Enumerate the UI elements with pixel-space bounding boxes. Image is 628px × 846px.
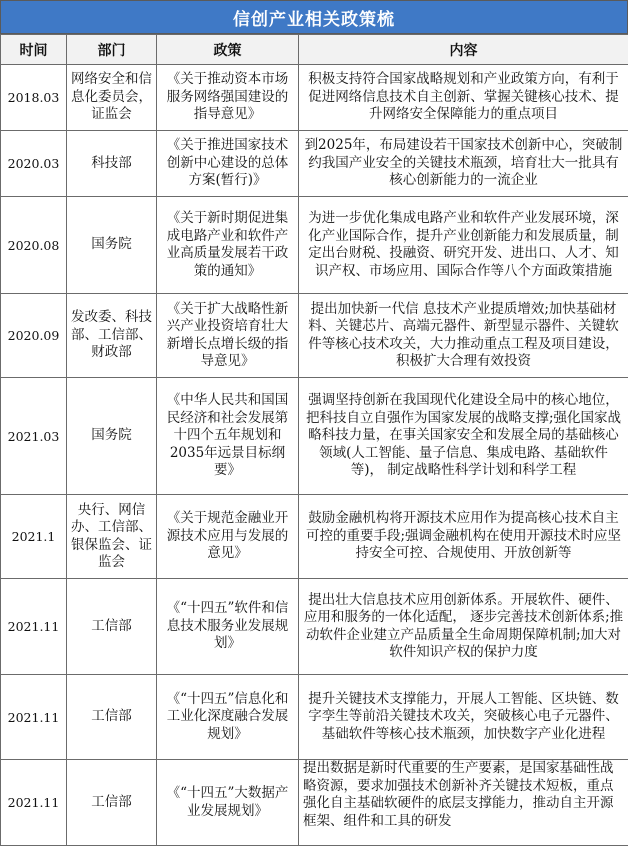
row-time: 2021.11	[1, 579, 67, 675]
table-row	[1, 65, 628, 131]
row-policy: 《中华人民共和国国民经济和社会发展第十四个五年规划和2035年远景目标纲要》	[157, 378, 299, 495]
row-content: 提升关键技术支撑能力，开展人工智能、区块链、数字孪生等前沿关键技术攻关，突破核心电子元器件、基础软件等核心技术瓶颈，加快数字产业化进程	[299, 675, 628, 760]
header-policy: 政策	[157, 35, 299, 65]
row-content: 到2025年，布局建设若干国家技术创新中心，突破制约我国产业安全的关键技术瓶颈，培育壮大一批具有核心创新能力的一流企业	[299, 131, 628, 197]
row-time: 2020.08	[1, 197, 67, 294]
row-dept: 央行、网信办、工信部、银保监会、证监会	[67, 495, 157, 579]
row-policy: 《关于规范金融业开源技术应用与发展的意见》	[157, 495, 299, 579]
row-time: 2021.11	[1, 760, 67, 846]
row-content: 提出壮大信息技术应用创新体系。开展软件、硬件、应用和服务的一体化适配， 逐步完善技术创新体系;推动软件企业建立产品质量全生命周期保障机制;加大对软件知识产权的保护力度	[299, 579, 628, 675]
row-dept: 发改委、科技部、工信部、财政部	[67, 294, 157, 378]
table-row	[1, 579, 628, 675]
row-content: 积极支持符合国家战略规划和产业政策方向，有利于促进网络信息技术自主创新、掌握关键核心技术、提升网络安全保障能力的重点项目	[299, 65, 628, 131]
row-content: 提出数据是新时代重要的生产要素，是国家基础性战略资源，要求加强技术创新补齐关键技术短板，重点强化自主基础软硬件的底层支撑能力，推动自主开源框架、组件和工具的研发	[299, 760, 628, 846]
row-policy: 《关于推进国家技术创新中心建设的总体方案(暂行)》	[157, 131, 299, 197]
table-row	[1, 378, 628, 495]
row-dept: 工信部	[67, 579, 157, 675]
row-dept: 工信部	[67, 675, 157, 760]
table-row	[1, 760, 628, 846]
row-content: 强调坚持创新在我国现代化建设全局中的核心地位，把科技自立自强作为国家发展的战略支撑;强化国家战略科技力量，在事关国家安全和发展全局的基础核心领域(人工智能、量子信息、集成电路、基础软件等)， 制定战略性科学计划和科学工程	[299, 378, 628, 495]
row-time: 2021.11	[1, 675, 67, 760]
table-row	[1, 675, 628, 760]
header-row	[1, 35, 628, 65]
row-time: 2018.03	[1, 65, 67, 131]
row-policy: 《关于新时期促进集成电路产业和软件产业高质量发展若干政策的通知》	[157, 197, 299, 294]
table-row	[1, 131, 628, 197]
row-policy: 《关于扩大战略性新兴产业投资培育壮大新增长点增长级的指导意见》	[157, 294, 299, 378]
row-dept: 国务院	[67, 378, 157, 495]
table-row	[1, 197, 628, 294]
row-dept: 工信部	[67, 760, 157, 846]
row-time: 2021.03	[1, 378, 67, 495]
row-content: 提出加快新一代信 息技术产业提质增效;加快基础材料、关键芯片、高端元器件、新型显示器件、关键软件等核心技术攻关，大力推动重点工程及项目建设，积极扩大合理有效投资	[299, 294, 628, 378]
row-dept: 科技部	[67, 131, 157, 197]
header-time: 时间	[1, 35, 67, 65]
table-title: 信创产业相关政策梳	[0, 0, 628, 34]
row-content: 为进一步优化集成电路产业和软件产业发展环境，深化产业国际合作，提升产业创新能力和发展质量，制定出台财税、投融资、研究开发、进出口、人才、知识产权、市场应用、国际合作等八个方面政策措施	[299, 197, 628, 294]
row-policy: 《“十四五”大数据产业发展规划》	[157, 760, 299, 846]
table-row	[1, 294, 628, 378]
row-content: 鼓励金融机构将开源技术应用作为提高核心技术自主可控的重要手段;强调金融机构在使用开源技术时应坚持安全可控、合规使用、开放创新等	[299, 495, 628, 579]
header-dept: 部门	[67, 35, 157, 65]
row-policy: 《“十四五”软件和信息技术服务业发展规划》	[157, 579, 299, 675]
row-policy: 《关于推动资本市场服务网络强国建设的指导意见》	[157, 65, 299, 131]
policy-table	[0, 34, 628, 846]
row-dept: 网络安全和信息化委员会，证监会	[67, 65, 157, 131]
row-time: 2021.1	[1, 495, 67, 579]
row-time: 2020.09	[1, 294, 67, 378]
row-dept: 国务院	[67, 197, 157, 294]
table-row	[1, 495, 628, 579]
header-content: 内容	[299, 35, 628, 65]
row-policy: 《“十四五”信息化和工业化深度融合发展规划》	[157, 675, 299, 760]
row-time: 2020.03	[1, 131, 67, 197]
